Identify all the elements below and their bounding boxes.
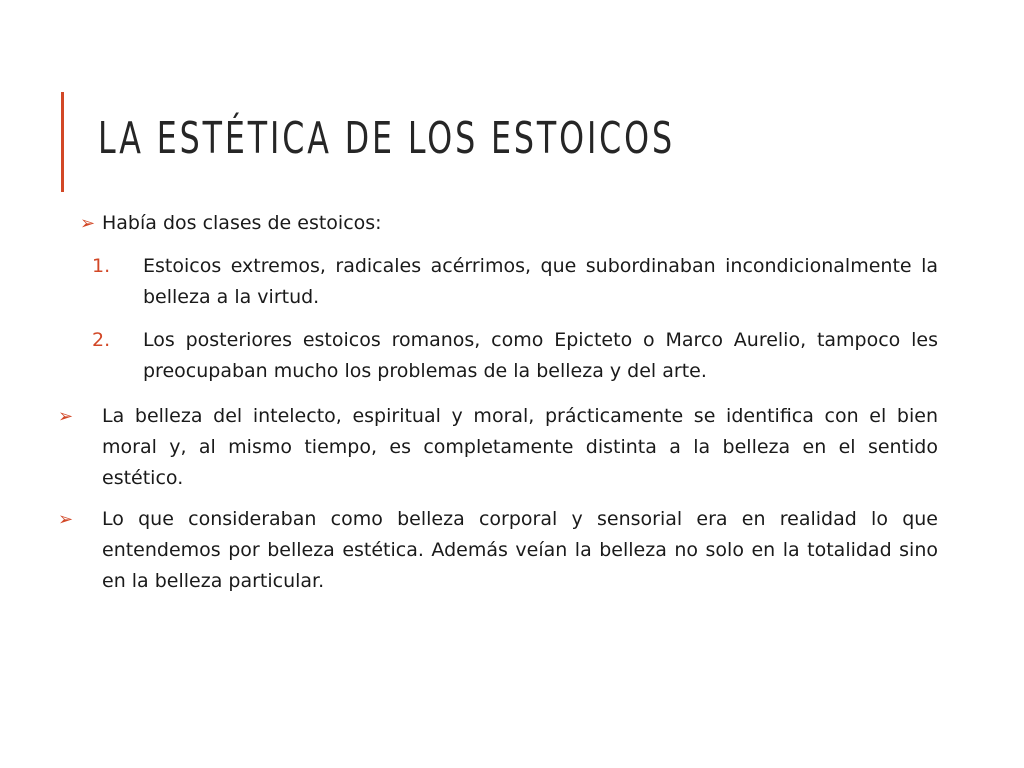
numbered-text: Los posteriores estoicos romanos, como Epicteto o Marco Aurelio, tampoco les preocupaban mucho los problemas de la belleza y del arte. <box>143 329 938 382</box>
numbered-item <box>80 325 938 387</box>
title-accent-bar <box>61 92 64 192</box>
bullet-item <box>58 401 938 494</box>
arrow-right-bullet-icon: ➢ <box>80 213 96 234</box>
slide-title: LA ESTÉTICA DE LOS ESTOICOS <box>98 113 675 164</box>
arrow-right-bullet-icon: ➢ <box>58 509 74 530</box>
bullet-text: Había dos clases de estoicos: <box>102 212 382 234</box>
numbered-text: Estoicos extremos, radicales acérrimos, que subordinaban incondicionalmente la belleza a la virtud. <box>143 255 938 308</box>
bullet-text: La belleza del intelecto, espiritual y moral, prácticamente se identifica con el bien moral y, al mismo tiempo, es completamente distinta a la belleza en el sentido estético. <box>102 405 938 489</box>
item-number: 1. <box>92 255 111 277</box>
slide-content <box>58 208 938 597</box>
numbered-item <box>80 251 938 313</box>
arrow-right-bullet-icon: ➢ <box>58 406 74 427</box>
bullet-text: Lo que consideraban como belleza corporal y sensorial era en realidad lo que entendemos por belleza estética. Además veían la belleza no solo en la totalidad sino en la belleza particular. <box>102 508 938 592</box>
bullet-item <box>58 504 938 597</box>
bullet-item <box>80 208 938 239</box>
item-number: 2. <box>92 329 111 351</box>
